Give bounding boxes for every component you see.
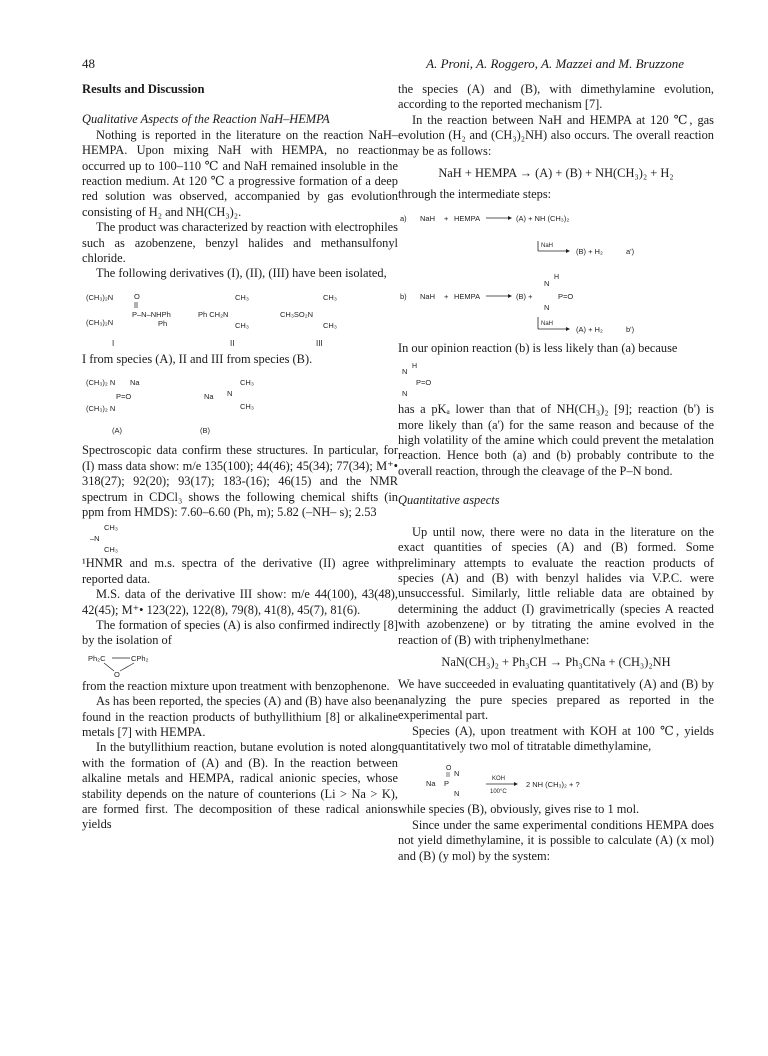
struct-label: CH₃ — [240, 378, 254, 388]
svg-text:O: O — [446, 765, 452, 773]
struct-number: (B) — [200, 426, 210, 436]
struct-label: O — [114, 669, 120, 679]
struct-label: Ph CH₂N — [198, 309, 229, 319]
paragraph: Up until now, there were no data in the literature on the exact quantities of species (A) and (B) formed. Some preliminary attempts to evaluate the reaction products of species (A) and (B) with benzyl halides via V.P.C. were unsuccessful. Similarly, little reliable data are obtained by determining the adduct (I) gravimetrically (species A reacted with azobenzene) or by titrating the amine evolved in the reaction of (B) with triphenylmethane: — [398, 524, 714, 647]
struct-label: Na — [130, 378, 140, 388]
struct-label: CH₃ — [104, 523, 118, 533]
structures-i-ii-iii — [82, 288, 398, 350]
svg-text:N: N — [402, 389, 408, 399]
koh-reaction — [398, 758, 714, 802]
paragraph: I from species (A), II and III from species (B). — [82, 351, 313, 366]
struct-number: (A) — [112, 426, 122, 436]
paragraph: The following derivatives (I), (II), (III) have been isolated, — [96, 266, 387, 281]
svg-text:H: H — [412, 363, 418, 371]
running-header-authors: A. Proni, A. Roggero, A. Mazzei and M. Bruzzone — [426, 56, 684, 71]
paragraph: In the reaction between NaH and HEMPA at 120 ℃, gas evolution (H₂ and (CH₃)₂NH) also occurs. The overall reaction may be as follows: — [398, 112, 714, 158]
amine-structure — [398, 360, 478, 402]
struct-label: N — [227, 389, 233, 399]
svg-text:H: H — [554, 273, 560, 281]
svg-text:+: + — [444, 291, 449, 301]
svg-text:NaH: NaH — [420, 291, 436, 301]
svg-text:a'): a') — [626, 246, 635, 256]
struct-label: –N — [90, 534, 100, 544]
struct-label: P=O — [116, 392, 132, 402]
svg-text:(A) + H₂: (A) + H₂ — [576, 324, 603, 334]
section-title: Results and Discussion — [82, 82, 205, 96]
struct-label: CH₃ — [235, 320, 249, 330]
svg-text:+: + — [444, 213, 449, 223]
paragraph: Species (A), upon treatment with KOH at 100 ℃, yields quantitatively two mol of titratable dimethylamine, — [398, 723, 714, 753]
equation-overall: NaH + HEMPA → (A) + (B) + NH(CH₃)₂ + H₂ — [438, 166, 674, 181]
equation-titration: NaN(CH₃)₂ + Ph₃CH → Ph₃CNa + (CH₃)₂NH — [441, 654, 671, 669]
struct-label: CH₃ — [104, 545, 118, 555]
paragraph: The formation of species (A) is also confirmed indirectly [8] by the isolation of — [82, 617, 398, 648]
epoxide-structure — [82, 649, 202, 679]
paragraph: We have succeeded in evaluating quantitatively (A) and (B) by analyzing the pure species prepared as reported in the experimental part. — [398, 677, 714, 723]
svg-text:a): a) — [400, 213, 407, 223]
struct-label: CH₃SO₂N — [280, 309, 314, 319]
svg-text:2 NH (CH₃)₂ + ?: 2 NH (CH₃)₂ + ? — [526, 780, 580, 790]
paragraph: while species (B), obviously, gives rise to 1 mol. — [398, 802, 640, 817]
svg-text:NaH: NaH — [541, 320, 554, 327]
svg-text:P=O: P=O — [416, 378, 432, 388]
struct-label: Ph — [158, 318, 168, 328]
nmr-dimethylamino-group — [82, 520, 202, 556]
svg-text:N: N — [544, 278, 550, 288]
svg-text:HEMPA: HEMPA — [454, 213, 481, 223]
subsection-title: Qualitative Aspects of the Reaction NaH–HEMPA — [82, 112, 330, 127]
svg-text:P=O: P=O — [558, 291, 574, 301]
struct-number: III — [316, 338, 323, 348]
paragraph: through the intermediate steps: — [398, 187, 552, 202]
struct-number: I — [112, 338, 115, 348]
struct-label: P–N–NHPh — [132, 309, 171, 319]
struct-label: Na — [204, 392, 214, 402]
svg-text:N: N — [402, 367, 408, 377]
svg-text:NaH: NaH — [541, 242, 554, 249]
svg-text:NaH: NaH — [420, 213, 436, 223]
svg-text:N: N — [454, 769, 460, 779]
paragraph: the species (A) and (B), with dimethylamine evolution, according to the reported mechanism [7]. — [398, 82, 714, 112]
page-number: 48 — [82, 56, 95, 71]
paragraph: The product was characterized by reaction with electrophiles such as azobenzene, benzyl halides and methansulfonyl chloride. — [82, 220, 398, 266]
paragraph: ¹HNMR and m.s. spectra of the derivative (II) agree with reported data. — [82, 556, 398, 586]
paragraph: In our opinion reaction (b) is less likely than (a) because — [398, 340, 678, 355]
struct-label: (CH₃)₂ N — [86, 378, 116, 388]
struct-label: Ph₂C — [88, 653, 106, 663]
svg-text:(B) + H₂: (B) + H₂ — [576, 246, 603, 256]
subsection-title: Quantitative aspects — [398, 493, 500, 508]
svg-text:N: N — [454, 789, 460, 799]
svg-text:KOH: KOH — [492, 776, 506, 783]
svg-text:b): b) — [400, 291, 407, 301]
paragraph: In the butyllithium reaction, butane evolution is noted along with the formation of (A) and (B). In the reaction between alkaline metals and HEMPA, radical anionic species, whose stability depends on the nature of counterions (Li > Na > K), are formed first. The decomposition of these radical anions yields — [82, 740, 398, 832]
struct-label: (CH₃)₂N — [86, 317, 114, 327]
struct-label: CH₃ — [240, 402, 254, 412]
paragraph: Nothing is reported in the literature on the reaction NaH–HEMPA. Upon mixing NaH with HEMPA, no reaction occurred up to 100–110 ℃ and NaH remained insoluble in the reaction medium. At 120 ℃ a progressive formation of a deep red solution was observed, accompanied by gas evolution consisting of H₂ and NH(CH₃)₂. — [82, 127, 398, 219]
struct-label: O — [134, 291, 140, 301]
paragraph: Spectroscopic data confirm these structures. In particular, for (I) mass data show: m/e 135(100); 44(46); 45(34); 77(34); M⁺• 318(27); 92(20); 93(17); 183-(16); 46(15) and the NMR spectrum in CDCl₃ shows the following chemical shifts (in ppm from HMDS): 7.60–6.60 (Ph, m); 5.82 (–NH– s); 2.53 — [82, 443, 398, 519]
struct-label: CH₃ — [235, 292, 249, 302]
paragraph: As has been reported, the species (A) and (B) have also been found in the reaction products of buthyllithium [8] or alkaline metals [7] with HEMPA. — [82, 694, 398, 739]
paragraph: M.S. data of the derivative III show: m/e 44(100), 43(48), 42(45); M⁺• 123(22), 122(8), 79(8), 41(8), 45(7), 81(6). — [82, 587, 398, 617]
struct-number: II — [230, 338, 235, 348]
svg-text:P: P — [444, 779, 450, 789]
svg-text:b'): b') — [626, 324, 635, 334]
right-column — [398, 82, 714, 864]
struct-label: (CH₃)₂ N — [86, 404, 116, 414]
svg-text:(A) + NH (CH₃)₂: (A) + NH (CH₃)₂ — [516, 213, 570, 223]
paragraph: Since under the same experimental conditions HEMPA does not yield dimethylamine, it is possible to calculate (A) (x mol) and (B) (y mol) by the system: — [398, 817, 714, 863]
struct-label: CH₃ — [323, 292, 337, 302]
struct-label: CH₃ — [323, 320, 337, 330]
left-column — [82, 82, 398, 833]
paragraph: from the reaction mixture upon treatment with benzophenone. — [82, 678, 390, 693]
paragraph: has a pKₐ lower than that of NH(CH₃)₂ [9]; reaction (b') is more likely than (a') for the same reason and because of the high volatility of the amine which could prevent the metalation reaction. Hence both (a) and (b) probably contribute to the overall reaction, through the cleavage of the P–N bond. — [398, 402, 714, 478]
structures-a-b — [82, 371, 398, 441]
struct-label: CPh₂ — [131, 653, 149, 663]
svg-text:N: N — [544, 302, 550, 312]
struct-label: (CH₃)₂N — [86, 292, 114, 302]
svg-text:HEMPA: HEMPA — [454, 291, 481, 301]
svg-text:(B) +: (B) + — [516, 291, 533, 301]
svg-text:100°C: 100°C — [490, 789, 507, 796]
reaction-scheme — [398, 207, 714, 337]
svg-text:Na: Na — [426, 779, 436, 789]
